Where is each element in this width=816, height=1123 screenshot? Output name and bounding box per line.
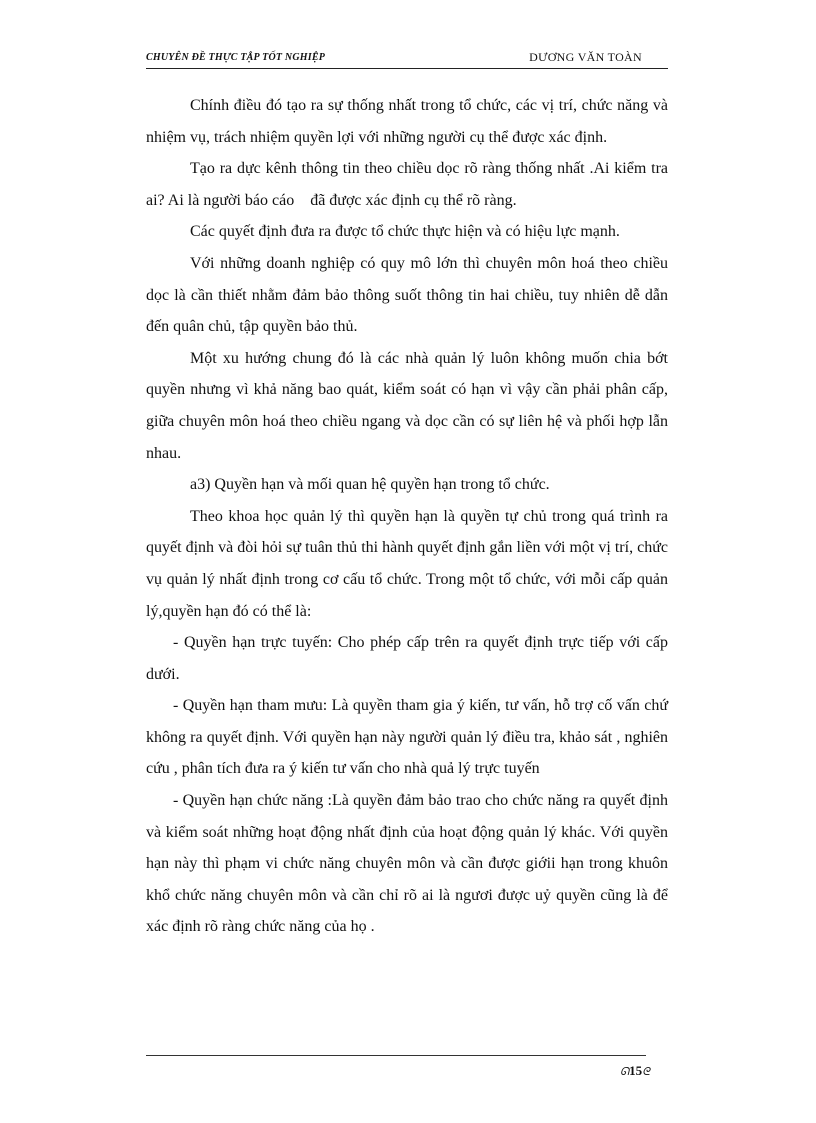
paragraph: Một xu hướng chung đó là các nhà quản lý luôn không muốn chia bớt quyền nhưng vì khả năng bao quát, kiểm soát có hạn vì vậy cần phải phân cấp, giữa chuyên môn hoá theo chiều ngang và dọc cần có sự liên hệ và phối hợp lẫn nhau. [146, 349, 668, 462]
header-divider [146, 68, 668, 69]
paragraph: Tạo ra dực kênh thông tin theo chiều dọc rõ ràng thống nhất .Ai kiểm tra ai? Ai là người báo cáo đã được xác định cụ thể rõ ràng. [146, 160, 672, 209]
paragraph: Theo khoa học quản lý thì quyền hạn là quyền tự chủ trong quá trình ra quyết định và đòi hỏi sự tuân thủ thi hành quyết định gắn liền với một vị trí, chức vụ quản lý nhất định trong cơ cấu tổ chức. Trong một tổ chức, với mỗi cấp quản lý,quyền hạn đó có thể là: [146, 507, 668, 620]
list-item: - Quyền hạn chức năng :Là quyền đảm bảo trao cho chức năng ra quyết định và kiểm soát những hoạt động nhất định của hoạt động quản lý khác. Với quyền hạn này thì phạm vi chức năng chuyên môn và cần được giớii hạn trong khuôn khổ chức năng chuyên môn và cần chỉ rõ ai là ngươi được uỷ quyền cũng là để xác định rõ ràng chức năng của họ . [146, 792, 668, 936]
document-body [146, 90, 672, 943]
page-header [146, 50, 668, 68]
page-number [620, 1063, 650, 1079]
paragraph: Chính điều đó tạo ra sự thống nhất trong tổ chức, các vị trí, chức năng và nhiệm vụ, trách nhiệm quyền lợi với những người cụ thể được xác định. [146, 97, 668, 146]
footer-divider [146, 1055, 646, 1056]
list-item: - Quyền hạn tham mưu: Là quyền tham gia ý kiến, tư vấn, hỗ trợ cố vấn chứ không ra quyết định. Với quyền hạn này người quản lý điều tra, khảo sát , nghiên cứu , phân tích đưa ra ý kiến tư vấn cho nhà quả lý trực tuyến [146, 697, 668, 778]
page-number-value: 15 [629, 1063, 643, 1078]
list-item: - Quyền hạn trực tuyến: Cho phép cấp trên ra quyết định trực tiếp với cấp dưới. [146, 634, 668, 683]
ornament-left-icon: ᘏ [620, 1066, 630, 1078]
paragraph: Với những doanh nghiệp có quy mô lớn thì chuyên môn hoá theo chiều dọc là cần thiết nhằm đảm bảo thông suốt thông tin hai chiều, tuy nhiên dễ dẫn đến quân chủ, tập quyền bảo thủ. [146, 254, 668, 336]
header-author: DƯƠNG VĂN TOÀN [529, 50, 642, 64]
ornament-right-icon: ᘓ [642, 1066, 650, 1078]
paragraph: Các quyết định đưa ra được tổ chức thực hiện và có hiệu lực mạnh. [190, 223, 620, 241]
header-title: CHUYÊN ĐỀ THỰC TẬP TỐT NGHIỆP [146, 52, 326, 63]
section-heading: a3) Quyền hạn và mối quan hệ quyền hạn trong tổ chức. [190, 476, 550, 494]
